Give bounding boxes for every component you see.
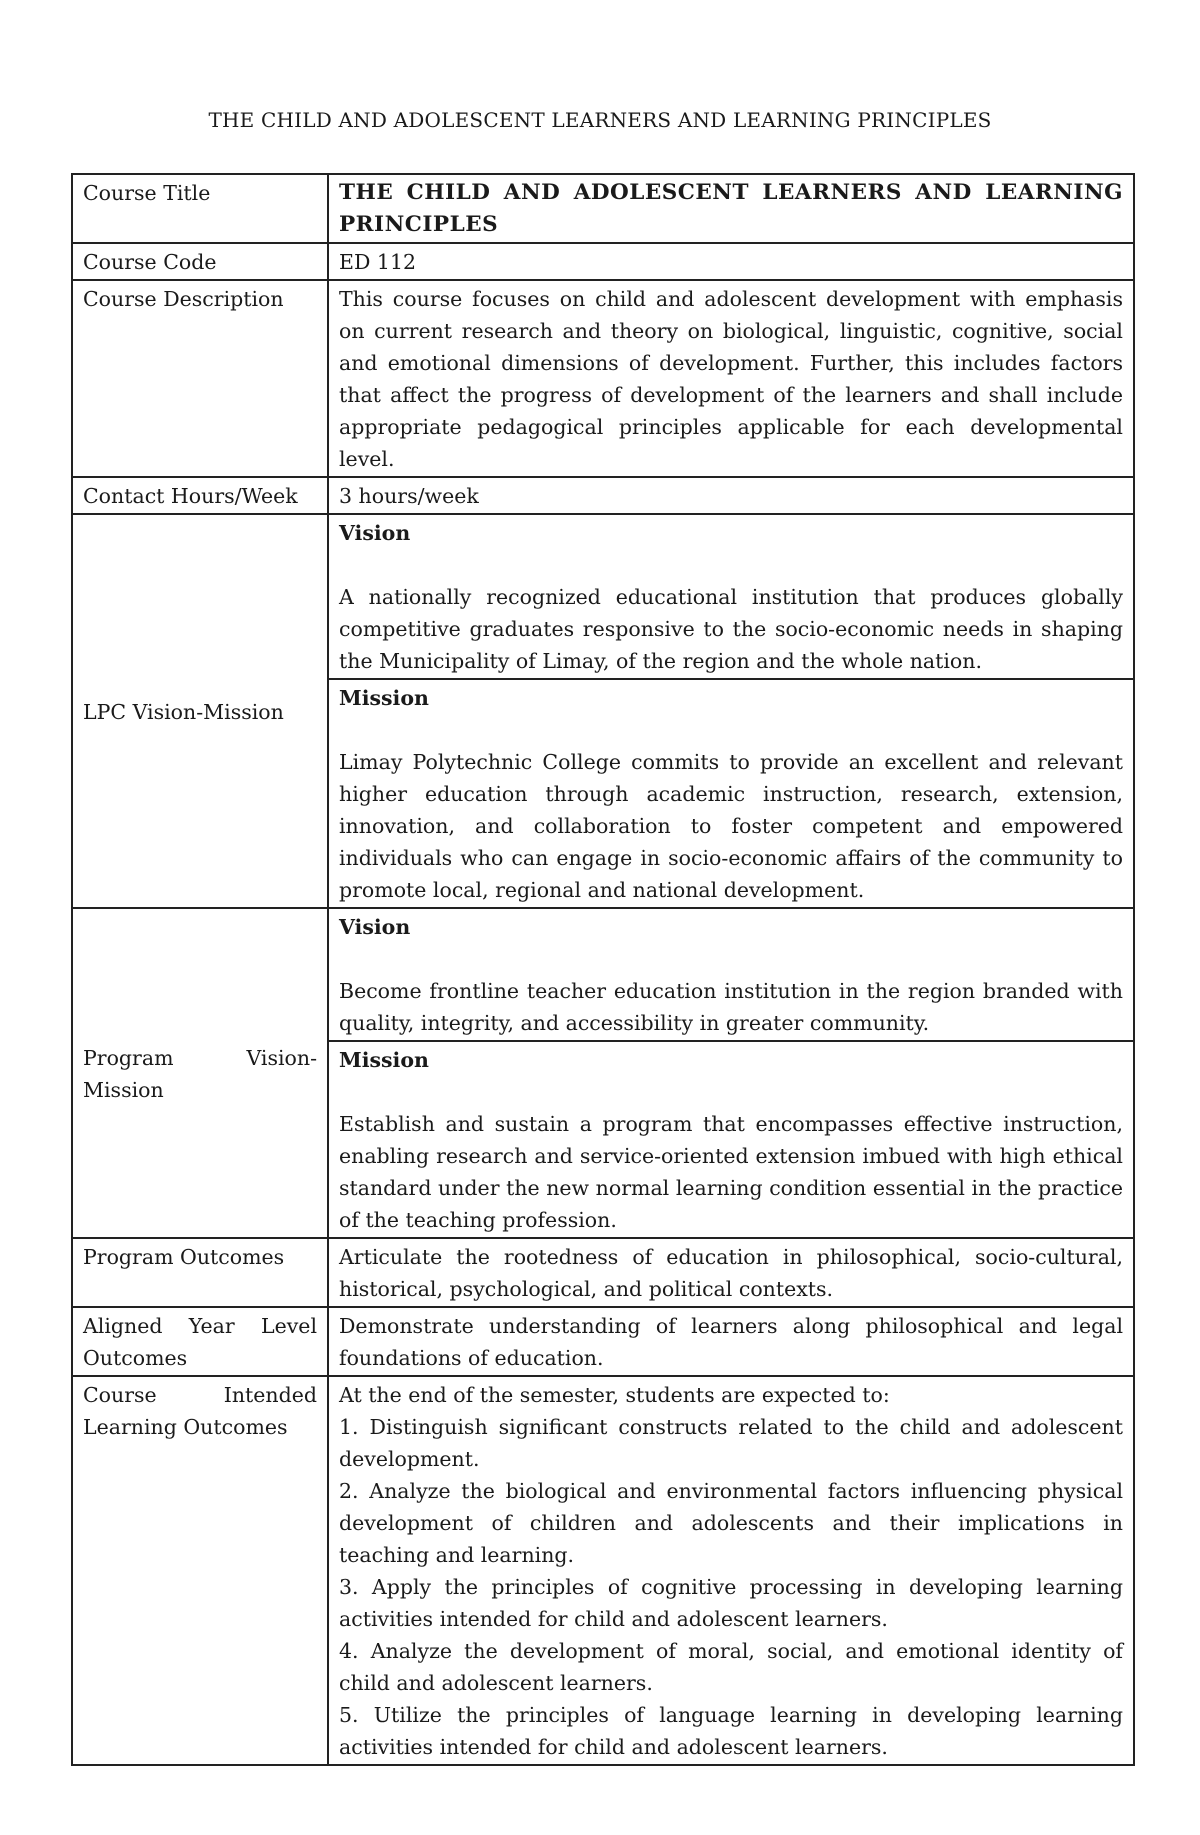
contact-hours-value: 3 hours/week	[328, 477, 1134, 514]
lpc-vision-text: A nationally recognized educational institution that produces globally competitive graduates responsive to the socio-economic needs in shaping the Municipality of Limay, of the region and the whole nation.	[339, 585, 1123, 673]
table-row	[72, 174, 1134, 243]
lpc-vision-mission-label: LPC Vision-Mission	[72, 514, 328, 908]
table-row	[72, 1376, 1134, 1765]
course-description-value: This course focuses on child and adolescent development with emphasis on current research and theory on biological, linguistic, cognitive, social and emotional dimensions of development. Further, this includes factors that affect the progress of development of the learners and shall include appropriate pedagogical principles applicable for each developmental level.	[328, 280, 1134, 477]
lpc-vision-heading: Vision	[339, 521, 411, 545]
aligned-outcomes-value: Demonstrate understanding of learners along philosophical and legal foundations of education.	[328, 1307, 1134, 1376]
course-title-label: Course Title	[72, 174, 328, 243]
table-row	[72, 280, 1134, 477]
course-title-value: THE CHILD AND ADOLESCENT LEARNERS AND LEARNING PRINCIPLES	[328, 174, 1134, 243]
list-item: 1. Distinguish significant constructs related to the child and adolescent development.	[339, 1415, 1123, 1471]
list-item: 2. Analyze the biological and environmental factors influencing physical development of children and adolescents and their implications in teaching and learning.	[339, 1479, 1123, 1567]
program-mission-heading: Mission	[339, 1048, 429, 1072]
course-outcomes-cell	[328, 1376, 1134, 1765]
program-mission-cell	[328, 1041, 1134, 1238]
contact-hours-label: Contact Hours/Week	[72, 477, 328, 514]
table-row	[72, 1238, 1134, 1307]
program-outcomes-value: Articulate the rootedness of education in philosophical, socio-cultural, historical, psychological, and political contexts.	[328, 1238, 1134, 1307]
list-item: 3. Apply the principles of cognitive processing in developing learning activities intended for child and adolescent learners.	[339, 1575, 1123, 1631]
lpc-mission-heading: Mission	[339, 686, 429, 710]
course-outcomes-intro: At the end of the semester, students are expected to:	[339, 1383, 890, 1407]
course-description-label: Course Description	[72, 280, 328, 477]
program-mission-text: Establish and sustain a program that encompasses effective instruction, enabling research and service-oriented extension imbued with high ethical standard under the new normal learning condition essential in the practice of the teaching profession.	[339, 1112, 1123, 1232]
program-vision-text: Become frontline teacher education institution in the region branded with quality, integrity, and accessibility in greater community.	[339, 979, 1123, 1035]
syllabus-table	[71, 173, 1135, 1766]
list-item: 4. Analyze the development of moral, social, and emotional identity of child and adolescent learners.	[339, 1639, 1123, 1695]
table-row	[72, 243, 1134, 280]
lpc-vision-cell	[328, 514, 1134, 679]
course-code-label: Course Code	[72, 243, 328, 280]
course-outcomes-label: Course Intended Learning Outcomes	[72, 1376, 328, 1765]
lpc-mission-text: Limay Polytechnic College commits to provide an excellent and relevant higher education through academic instruction, research, extension, innovation, and collaboration to foster competent and empowered individuals who can engage in socio-economic affairs of the community to promote local, regional and national development.	[339, 750, 1123, 902]
table-row	[72, 477, 1134, 514]
program-vision-cell	[328, 908, 1134, 1041]
course-code-value: ED 112	[328, 243, 1134, 280]
list-item: 5. Utilize the principles of language learning in developing learning activities intended for child and adolescent learners.	[339, 1703, 1123, 1759]
lpc-mission-cell	[328, 679, 1134, 908]
program-vision-mission-label: Program Vision-Mission	[72, 908, 328, 1238]
program-vision-heading: Vision	[339, 915, 411, 939]
table-row	[72, 514, 1134, 679]
table-row	[72, 1307, 1134, 1376]
document-heading: THE CHILD AND ADOLESCENT LEARNERS AND LEARNING PRINCIPLES	[208, 108, 992, 132]
table-row	[72, 908, 1134, 1041]
program-outcomes-label: Program Outcomes	[72, 1238, 328, 1307]
aligned-outcomes-label: Aligned Year Level Outcomes	[72, 1307, 328, 1376]
